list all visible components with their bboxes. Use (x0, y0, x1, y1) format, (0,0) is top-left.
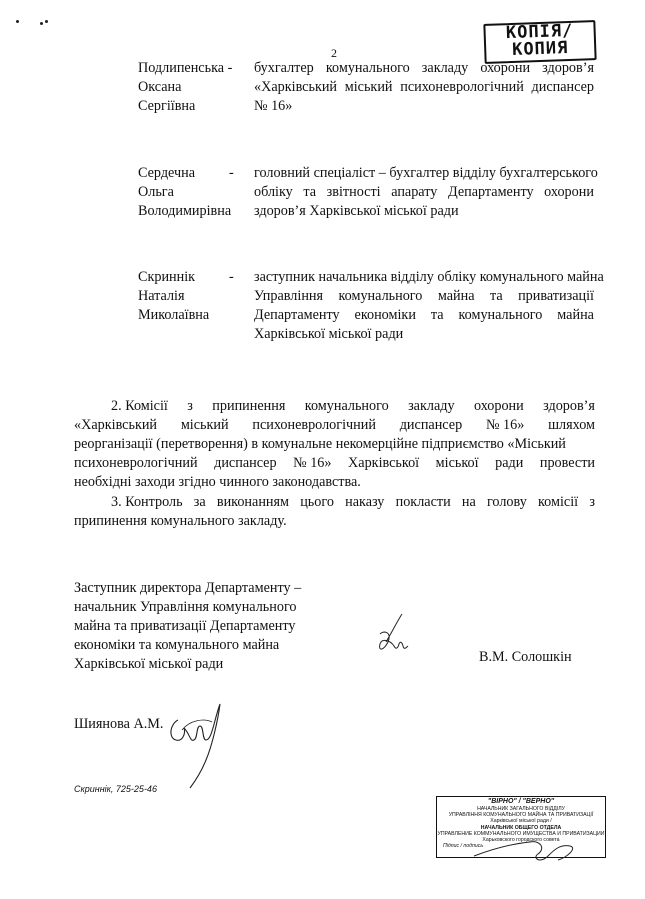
word: диспансер (531, 79, 594, 95)
word: на (461, 494, 476, 510)
executor-phone: Скриннік, 725-25-46 (74, 784, 157, 794)
word: та (430, 307, 444, 323)
word: закладу (408, 398, 455, 414)
signatory-position (74, 579, 334, 674)
word: міської (435, 455, 479, 471)
member-role-line (254, 97, 594, 116)
executor-name: Шиянова А.М. (74, 716, 164, 732)
word: та (489, 288, 503, 304)
word: Харківської міської ради (254, 326, 404, 342)
member-role (254, 268, 604, 344)
word: міський (180, 417, 229, 433)
word: бухгалтер (254, 60, 314, 76)
word: необхідні заходи згідно чинного законодавства. (74, 474, 361, 490)
member-name (138, 164, 242, 221)
word: реорганізації (перетворення) в комунальне некомерційне підприємство «Міський (74, 436, 566, 452)
word: комунального (325, 60, 410, 76)
word: Харківської (348, 455, 420, 471)
word: «Харківський (74, 417, 158, 433)
paragraph-line (74, 416, 595, 435)
word: охорони (473, 398, 524, 414)
word: провести (539, 455, 595, 471)
paragraph-line (74, 512, 595, 531)
member-name-line: Миколаївна (138, 307, 210, 323)
paragraph-line (74, 397, 595, 416)
word: майна (437, 288, 475, 304)
word: комісії (538, 494, 579, 510)
paragraph-line (74, 493, 595, 512)
word: психоневрологічний (400, 79, 524, 95)
word: припинення комунального закладу. (74, 513, 287, 529)
word: № 16» (293, 455, 332, 471)
member-name-line: Оксана (138, 79, 182, 95)
member-name-line: Наталія (138, 288, 185, 304)
position-line: начальник Управління комунального (74, 599, 297, 615)
word: наказу (345, 494, 385, 510)
word: Департаменту (254, 307, 340, 323)
member-name-line: Сергіївна (138, 98, 196, 114)
scan-speck (45, 20, 48, 23)
member-role-line (254, 268, 604, 287)
member-name (138, 59, 242, 116)
word: диспансер (214, 455, 277, 471)
word: виконанням (216, 494, 290, 510)
position-line: майна та приватизації Департаменту (74, 618, 296, 634)
member-name-line: Подлипенська - (138, 60, 233, 76)
word: цього (300, 494, 334, 510)
member-role-line (254, 183, 594, 202)
word: комунального (304, 398, 389, 414)
word: шляхом (548, 417, 595, 433)
paragraph-3 (74, 493, 595, 531)
word: здоров’я (542, 60, 594, 76)
paragraph-line (74, 473, 595, 492)
word: звітності (326, 184, 381, 200)
member-name-line: Сердечна (138, 165, 196, 181)
word: 2. Комісії (111, 398, 168, 414)
page-number: 2 (331, 46, 337, 60)
word: «Харківський (254, 79, 338, 95)
member-role (254, 164, 598, 221)
stamp-line: НАЧАЛЬНИК ЗАГАЛЬНОГО ВІДДІЛУ (477, 806, 565, 812)
word: припинення (212, 398, 286, 414)
word: комунального (338, 288, 423, 304)
word: апарату (391, 184, 438, 200)
stamp-signature (470, 830, 590, 870)
word: головний спеціаліст – бухгалтер відділу бухгалтерського (254, 165, 598, 181)
member-role-line (254, 164, 598, 183)
word: закладу (421, 60, 469, 76)
word: майна (557, 307, 594, 323)
name-dash: - (229, 269, 234, 285)
stamp-signature-label: Підпис / подпись (443, 843, 484, 850)
stamp-line: Харківської міської ради / (490, 818, 552, 825)
member-role-line (254, 287, 594, 306)
word: з (187, 398, 193, 414)
position-line: Заступник директора Департаменту – (74, 580, 302, 596)
handwritten-signature (372, 612, 412, 660)
copy-stamp-line-2: КОПИЯ (511, 38, 569, 60)
member-name-line: Володимирівна (138, 203, 232, 219)
stamp-line: УПРАВЛІННЯ КОМУНАЛЬНОГО МАЙНА ТА ПРИВАТИЗАЦІЇ (448, 812, 594, 819)
stamp-line: Харьковского городского совета (482, 837, 560, 844)
member-role-line (254, 78, 594, 97)
scan-speck (40, 22, 43, 25)
paragraph-2 (74, 397, 595, 492)
paragraph-line (74, 454, 595, 473)
word: покласти (395, 494, 451, 510)
word: психоневрологічний (252, 417, 376, 433)
word: диспансер (399, 417, 463, 433)
paragraph-line (74, 435, 595, 454)
scan-speck (16, 20, 19, 23)
word: № 16» (485, 417, 525, 433)
member-role-line (254, 306, 594, 325)
word: психоневрологічний (74, 455, 198, 471)
word: № 16» (254, 98, 293, 114)
signer-name: В.М. Солошкін (479, 649, 572, 665)
copy-stamp (483, 20, 596, 64)
member-role-line (254, 202, 594, 221)
copy-stamp-line-1: КОПІЯ/ (505, 20, 574, 44)
member-role (254, 59, 594, 116)
member-name-line: Скриннік (138, 269, 196, 285)
word: охорони (544, 184, 594, 200)
word: охорони (480, 60, 531, 76)
member-name-line: Ольга (138, 184, 174, 200)
word: за (193, 494, 206, 510)
stamp-line: НАЧАЛЬНИК ОБЩЕГО ОТДЕЛА (480, 824, 562, 831)
word: заступник начальника відділу обліку комунального майна (254, 269, 604, 285)
word: голову (486, 494, 527, 510)
stamp-heading: "ВІРНО" / "ВЕРНО" (487, 798, 555, 805)
word: з (589, 494, 595, 510)
word: міський (344, 79, 393, 95)
word: ради (495, 455, 524, 471)
word: комунального (458, 307, 543, 323)
position-line: економіки та комунального майна (74, 637, 280, 653)
member-name (138, 268, 242, 325)
member-role-line (254, 59, 594, 78)
stamp-line: УПРАВЛЕНИЕ КОММУНАЛЬНОГО ИМУЩЕСТВА И ПРИВАТИЗАЦИИ (437, 830, 605, 837)
executor-signature (160, 690, 240, 790)
word: економіки (354, 307, 416, 323)
position-line: Харківської міської ради (74, 656, 224, 672)
word: здоров’я (543, 398, 595, 414)
word: 3. Контроль (111, 494, 183, 510)
word: обліку (254, 184, 293, 200)
word: та (303, 184, 317, 200)
word: приватизації (518, 288, 594, 304)
member-role-line (254, 325, 594, 344)
word: Департаменту (447, 184, 534, 200)
word: здоров’я Харківської міської ради (254, 203, 459, 219)
name-dash: - (229, 165, 234, 181)
word: Управління (254, 288, 324, 304)
